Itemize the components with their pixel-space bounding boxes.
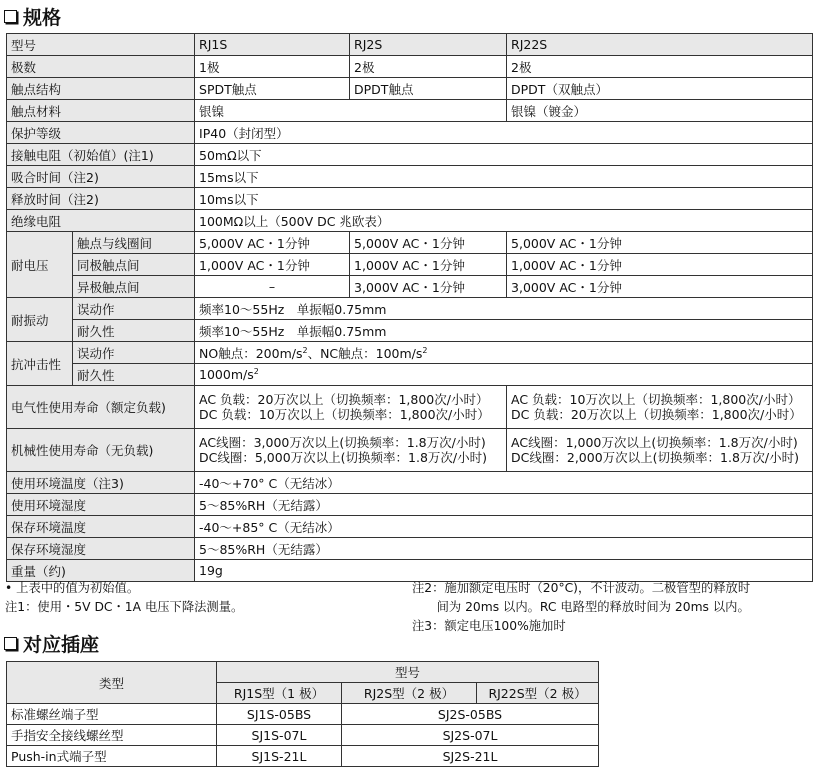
spec-table bbox=[6, 33, 813, 582]
table-row: 耐振动 误动作 频率10～55Hz 单振幅0.75mm bbox=[7, 298, 813, 320]
shock-durability-value: $1000m/s^2$ bbox=[195, 364, 813, 386]
table-row: 使用环境温度（注3) -40～+70° C（无结冰） bbox=[7, 472, 813, 494]
table-row: 类型 型号 bbox=[7, 662, 599, 683]
spec-section-title: 规格 bbox=[4, 3, 61, 30]
table-row: 保护等级 IP40（封闭型） bbox=[7, 122, 813, 144]
table-row: 同极触点间 1,000V AC・1分钟 1,000V AC・1分钟 1,000V AC・1分钟 bbox=[7, 254, 813, 276]
square-bullet-icon bbox=[4, 10, 17, 23]
mechanical-life-left: AC线圈：3,000万次以上(切换频率：1.8万次/小时) DC线圈：5,000万次以上(切换频率：1.8万次/小时) bbox=[195, 429, 507, 472]
table-row: 异极触点间 – 3,000V AC・1分钟 3,000V AC・1分钟 bbox=[7, 276, 813, 298]
table-row: Push-in式端子型 SJ1S-21L SJ2S-21L bbox=[7, 746, 599, 767]
socket-section-title: 对应插座 bbox=[4, 630, 99, 657]
table-row: 保存环境温度 -40～+85° C（无结冰） bbox=[7, 516, 813, 538]
socket-table bbox=[6, 661, 599, 767]
table-row: 绝缘电阻 100MΩ以上（500V DC 兆欧表） bbox=[7, 210, 813, 232]
electrical-life-right: AC 负载：10万次以上（切换频率：1,800次/小时） DC 负载：20万次以上（切换频率：1,800次/小时） bbox=[507, 386, 813, 429]
table-row: 手指安全接线螺丝型 SJ1S-07L SJ2S-07L bbox=[7, 725, 599, 746]
mechanical-life-right: AC线圈：1,000万次以上(切换频率：1.8万次/小时) DC线圈：2,000万次以上(切换频率：1.8万次/小时) bbox=[507, 429, 813, 472]
table-row: 机械性使用寿命（无负载) AC线圈：3,000万次以上(切换频率：1.8万次/小时) DC线圈：5,000万次以上(切换频率：1.8万次/小时) AC线圈：1,000万次以上(切换频率：1.8万次/小时) DC线圈：2,000万次以上(切换频率：1.8万次/小时) bbox=[7, 429, 813, 472]
shock-malfunction-value: NO触点：$200m/s^2$、NC触点：$100m/s^2$ bbox=[195, 342, 813, 364]
table-row: 耐久性 频率10～55Hz 单振幅0.75mm bbox=[7, 320, 813, 342]
table-row: 触点材料 银镍 银镍（镀金） bbox=[7, 100, 813, 122]
table-row: 释放时间（注2) 10ms以下 bbox=[7, 188, 813, 210]
table-row: 标准螺丝端子型 SJ1S-05BS SJ2S-05BS bbox=[7, 704, 599, 725]
table-row: 触点结构 SPDT触点 DPDT触点 DPDT（双触点） bbox=[7, 78, 813, 100]
notes-right: 注2：施加额定电压时（20°C)，不计波动。二极管型的释放时 间为 20ms 以内。RC 电路型的释放时间为 20ms 以内。 注3：额定电压100%施加时 bbox=[412, 581, 751, 633]
table-row: 型号 RJ1S RJ2S RJ22S bbox=[7, 34, 813, 56]
table-row: 耐久性 $1000m/s^2$ bbox=[7, 364, 813, 386]
table-row: 电气性使用寿命（额定负载) AC 负载：20万次以上（切换频率：1,800次/小时） DC 负载：10万次以上（切换频率：1,800次/小时） AC 负载：10万次以上（切换频率：1,800次/小时） DC 负载：20万次以上（切换频率：1,800次/小时） bbox=[7, 386, 813, 429]
table-row: 极数 1极 2极 2极 bbox=[7, 56, 813, 78]
table-row: 保存环境湿度 5～85%RH（无结露） bbox=[7, 538, 813, 560]
table-row: 重量（约) 19g bbox=[7, 560, 813, 582]
table-row: 使用环境湿度 5～85%RH（无结露） bbox=[7, 494, 813, 516]
notes-left: • 上表中的值为初始值。 注1：使用・5V DC・1A 电压下降法测量。 bbox=[5, 581, 244, 614]
table-row: 接触电阻（初始值）(注1) 50mΩ以下 bbox=[7, 144, 813, 166]
square-bullet-icon bbox=[4, 637, 17, 650]
table-row: 抗冲击性 误动作 NO触点：$200m/s^2$、NC触点：$100m/s^2$ bbox=[7, 342, 813, 364]
table-row: RJ1S型（1 极） RJ2S型（2 极） RJ22S型（2 极） bbox=[7, 683, 599, 704]
electrical-life-left: AC 负载：20万次以上（切换频率：1,800次/小时） DC 负载：10万次以上（切换频率：1,800次/小时） bbox=[195, 386, 507, 429]
table-row: 吸合时间（注2) 15ms以下 bbox=[7, 166, 813, 188]
table-row: 耐电压 触点与线圈间 5,000V AC・1分钟 5,000V AC・1分钟 5,000V AC・1分钟 bbox=[7, 232, 813, 254]
